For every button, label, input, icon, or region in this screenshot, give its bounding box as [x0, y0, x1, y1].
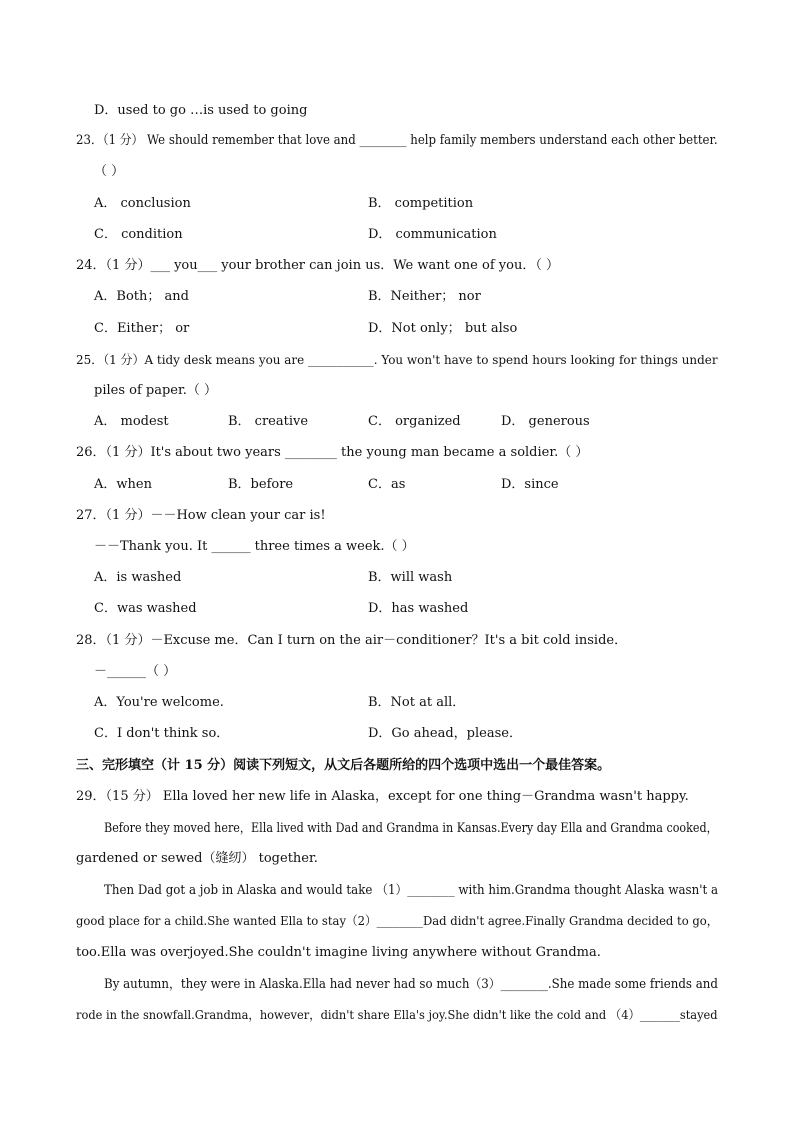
q26-option-b: B．before: [228, 477, 294, 492]
passage-p2-line1: Then Dad got a job in Alaska and would take （1）________ with him.Grandma thought Alaska wasn't a: [104, 882, 719, 897]
passage-p3-line1: By autumn，they were in Alaska.Ella had never had so much（3）________.She made some friends and: [104, 976, 718, 991]
q25-stem-cont: piles of paper.（ ）: [94, 383, 218, 398]
passage-p2-line2: good place for a child.She wanted Ella to stay（2）________Dad didn't agree.Finally Grandma decided to go，: [76, 913, 719, 928]
q27-stem: 27．（1 分）－－How clean your car is!: [76, 508, 326, 523]
q26-option-c: C．as: [368, 477, 406, 492]
q23-stem: 23．（1 分） We should remember that love and ________ help family members understand each other better.: [76, 133, 718, 148]
q22-option-d: D．used to go …is used to going: [94, 103, 308, 118]
q23-option-c: C． condition: [94, 227, 183, 242]
q23-option-b: B． competition: [368, 196, 474, 211]
passage-p3-line2: rode in the snowfall.Grandma，however，didn't share Ella's joy.She didn't like the cold and （4）_______stayed: [76, 1007, 718, 1022]
q24-stem: 24．（1 分）___ you___ your brother can join us．We want one of you．（ ）: [76, 258, 559, 273]
passage-p1-line1: Before they moved here，Ella lived with Dad and Grandma in Kansas.Every day Ella and Grandma cooked，: [104, 820, 718, 835]
q28-stem-cont: －______（ ）: [94, 664, 177, 679]
q23-option-a: A． conclusion: [94, 196, 191, 211]
q25-stem: 25．（1 分）A tidy desk means you are ___________. You won't have to spend hours looking for things under: [76, 352, 718, 367]
q27-option-c: C．was washed: [94, 601, 197, 616]
q28-option-d: D．Go ahead，please．: [368, 726, 522, 741]
q28-stem: 28．（1 分）－Excuse me．Can I turn on the air－conditioner？It's a bit cold inside．: [76, 633, 628, 648]
q23-option-d: D． communication: [368, 227, 497, 242]
q23-answer-paren: （ ）: [94, 164, 125, 179]
q25-option-c: C． organized: [368, 414, 461, 429]
q26-option-a: A．when: [94, 477, 152, 492]
q24-option-b: B．Neither； nor: [368, 289, 481, 304]
q25-option-d: D． generous: [501, 414, 590, 429]
q25-option-b: B． creative: [228, 414, 309, 429]
q24-option-a: A．Both； and: [94, 289, 189, 304]
q28-option-a: A．You're welcome.: [94, 695, 224, 710]
section-heading: 三、完形填空（计 15 分）阅读下列短文，从文后各题所给的四个选项中选出一个最佳答案。: [76, 758, 611, 773]
q25-option-a: A． modest: [94, 414, 169, 429]
q27-option-a: A．is washed: [94, 570, 182, 585]
q28-option-b: B．Not at all．: [368, 695, 466, 710]
passage-p2-line3: too.Ella was overjoyed.She couldn't imagine living anywhere without Grandma.: [76, 945, 601, 960]
q29-intro: 29．（15 分） Ella loved her new life in Alaska，except for one thing－Grandma wasn't happy.: [76, 789, 689, 804]
q24-option-d: D．Not only； but also: [368, 321, 518, 336]
q28-option-c: C．I don't think so．: [94, 726, 230, 741]
q27-option-b: B．will wash: [368, 570, 453, 585]
q26-option-d: D．since: [501, 477, 559, 492]
q27-option-d: D．has washed: [368, 601, 469, 616]
q24-option-c: C．Either； or: [94, 321, 190, 336]
passage-p1-line2: gardened or sewed（缝纫） together.: [76, 851, 318, 866]
q26-stem: 26．（1 分）It's about two years ________ the young man became a soldier.（ ）: [76, 445, 589, 460]
q27-stem-cont: －－Thank you. It ______ three times a week.（ ）: [94, 539, 415, 554]
